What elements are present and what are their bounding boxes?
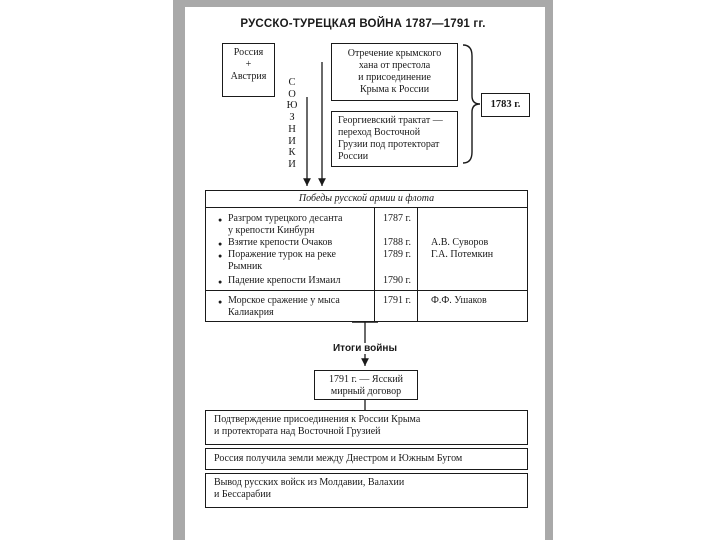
allies-letter: З [289, 112, 295, 124]
event-line: ● Поражение турок на реке [228, 249, 336, 260]
crimea-box [331, 43, 458, 101]
georgia-line-3: Грузии под протекторат [338, 139, 440, 150]
allies-letter: И [288, 158, 296, 170]
outcome-box [205, 473, 528, 508]
victory-year: 1789 г. [383, 249, 411, 260]
victory-commander: Г.А. Потемкин [431, 249, 494, 260]
allies-vertical-label [285, 77, 299, 171]
crimea-line-4: Крыма к России [359, 84, 430, 95]
georgia-line-4: России [338, 151, 369, 162]
outcome-line: и Бессарабии [214, 489, 271, 500]
allies-letter: С [288, 77, 296, 88]
event-line: ● Падение крепости Измаил [228, 275, 341, 286]
event-line: ● Разгром турецкого десанта [228, 213, 343, 224]
year-1783-box: 1783 г. [481, 93, 530, 117]
diagram-title: РУССКО-ТУРЕЦКАЯ ВОЙНА 1787—1791 гг. [240, 18, 486, 30]
crimea-line-2: хана от престола [358, 60, 431, 71]
outcome-line: Подтверждение присоединения к России Крыма [214, 414, 421, 425]
allies-line-2: + [245, 59, 252, 70]
outcome-line: и протектората над Восточной Грузией [214, 426, 381, 437]
victory-year: 1788 г. [383, 237, 411, 248]
outcome-line: Россия получила земли между Днестром и Южным Бугом [214, 453, 463, 464]
victory-commander: А.В. Суворов [431, 237, 489, 248]
event-line: Калиакрия [228, 307, 274, 318]
victories-header: Победы русской армии и флота [298, 193, 435, 204]
results-label: Итоги войны [320, 343, 410, 354]
allies-letter: Ю [286, 100, 298, 112]
event-line: Рымник [228, 261, 263, 272]
georgia-box [331, 111, 458, 167]
victory-year: 1787 г. [383, 213, 411, 224]
events-brace [463, 45, 480, 163]
allies-letter: О [288, 88, 296, 100]
victory-event [228, 237, 374, 249]
victory-event [228, 295, 374, 319]
event-line: ● Морское сражение у мыса [228, 295, 340, 306]
georgia-line-2: переход Восточной [338, 127, 421, 138]
allies-box [222, 43, 275, 97]
column-divider-2 [417, 207, 418, 321]
victories-table [205, 190, 528, 322]
treaty-line-1: 1791 г. — Ясский [328, 374, 404, 385]
victory-event [228, 249, 374, 273]
allies-line-1: Россия [233, 47, 264, 58]
event-line: ● Взятие крепости Очаков [228, 237, 333, 248]
header-divider [206, 207, 527, 208]
allies-letter: К [288, 147, 296, 159]
crimea-line-3: и присоединение [358, 72, 431, 83]
treaty-box [314, 370, 418, 400]
victory-year: 1791 г. [383, 295, 411, 306]
treaty-line-2: мирный договор [330, 386, 402, 397]
georgia-line-1: Георгиевский трактат — [338, 115, 443, 126]
naval-divider [206, 290, 527, 291]
victory-commander: Ф.Ф. Ушаков [431, 295, 487, 306]
allies-line-3: Австрия [230, 71, 267, 82]
event-line: у крепости Кинбурн [228, 225, 315, 236]
crimea-line-1: Отречение крымского [347, 48, 442, 59]
column-divider-1 [374, 207, 375, 321]
victory-event [228, 275, 374, 287]
allies-letter: Н [288, 123, 296, 135]
allies-letter: И [288, 135, 296, 147]
victory-event [228, 213, 374, 237]
victory-year: 1790 г. [383, 275, 411, 286]
outcome-box [205, 410, 528, 445]
outcome-box [205, 448, 528, 470]
outcome-line: Вывод русских войск из Молдавии, Валахии [214, 477, 405, 488]
